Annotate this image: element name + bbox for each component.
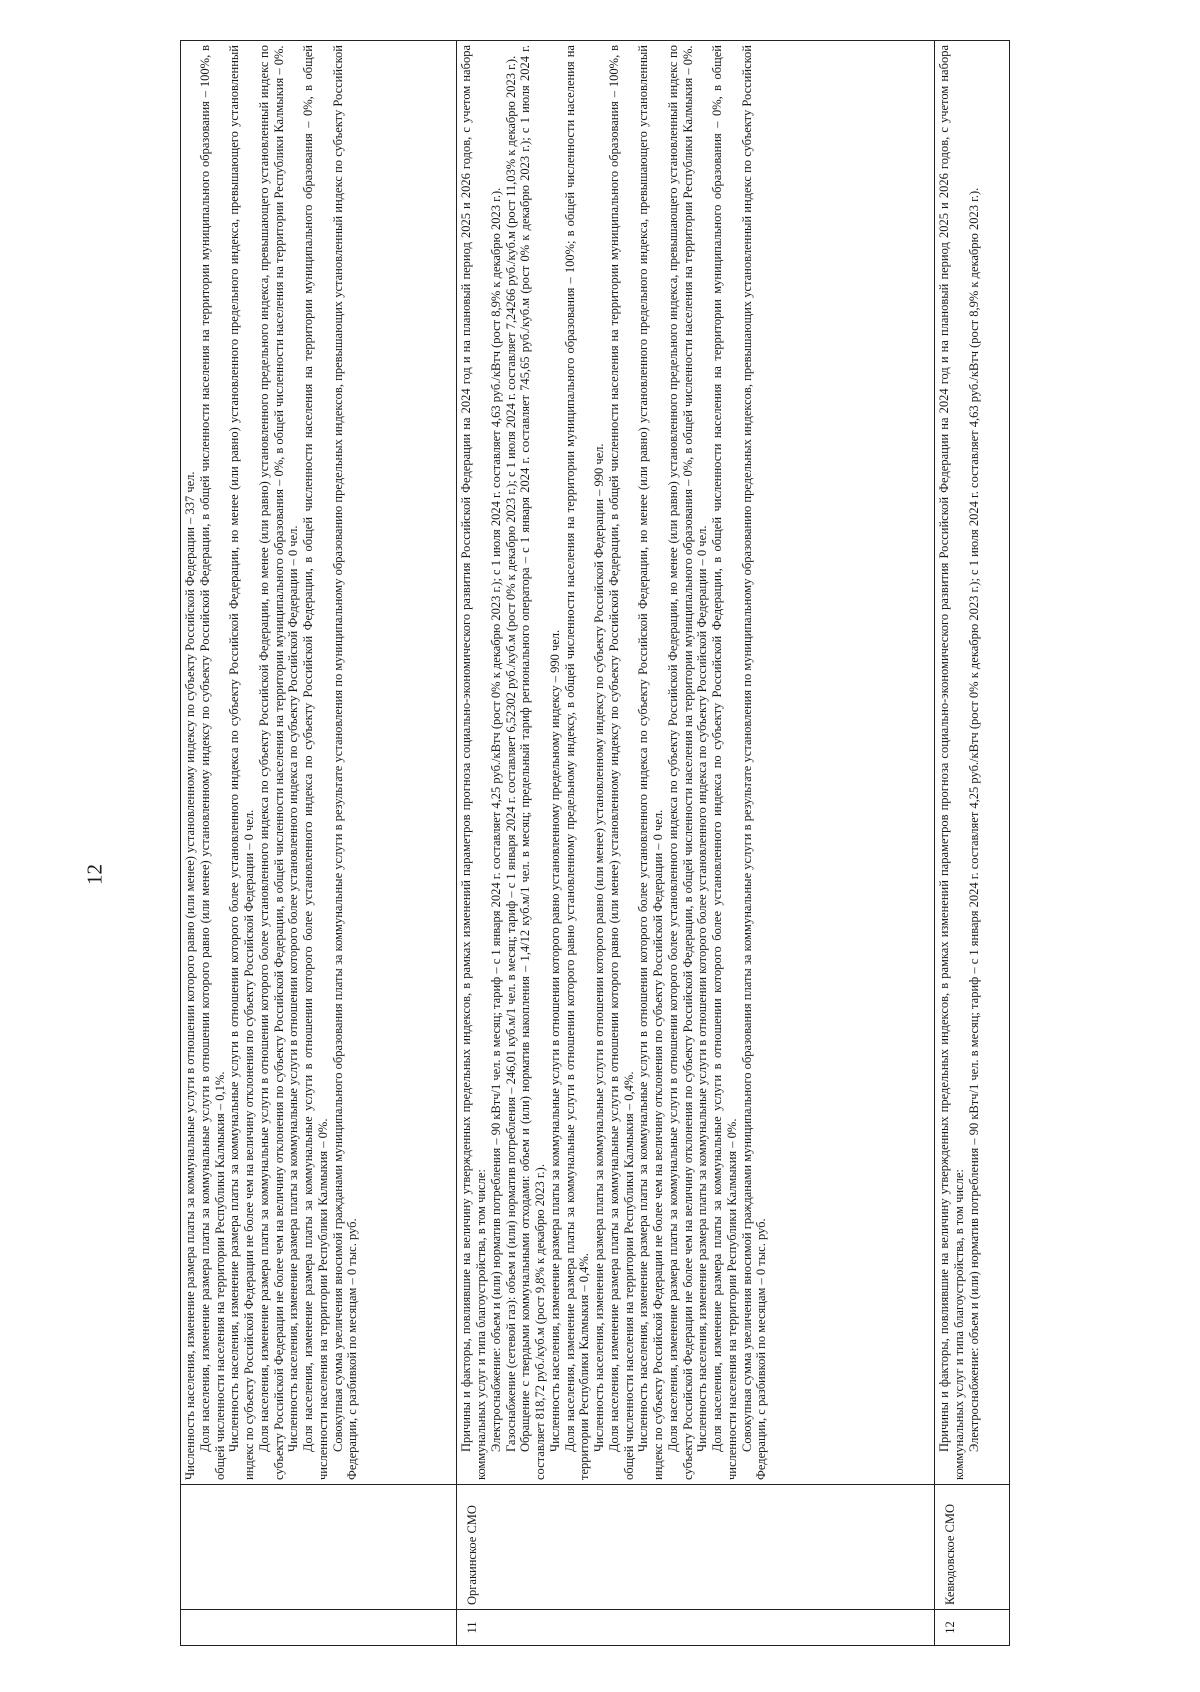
description-cell — [457, 41, 935, 1485]
description-paragraph: Доля населения, изменение размера платы за коммунальные услуги в отношении которого более установленного индекса по субъекту Российской Федерации, в общей численности населения на территории муниципального образования – 0%, в общей численности населения на территории Республики Калмыкия – 0%. — [301, 45, 330, 1480]
description-paragraph: Доля населения, изменение размера платы за коммунальные услуги в отношении которого более установленного индекса по субъекту Российской Федерации, но менее (или равно) установленного предельного индекса, превышающего установленный индекс по субъекту Российской Федерации не более чем на величину отклонения по субъекту Российской Федерации, в общей численности населения на территории муниципального образования – 0%, в общей численности населения на территории Республики Калмыкия – 0%. — [256, 45, 286, 1480]
description-paragraph: Доля населения, изменение размера платы за коммунальные услуги в отношении которого более установленного индекса по субъекту Российской Федерации, в общей численности населения на территории муниципального образования – 0%, в общей численности населения на территории Республики Калмыкия – 0%. — [710, 45, 739, 1480]
municipality-name-cell — [181, 1485, 457, 1610]
description-paragraph: Совокупная сумма увеличения вносимой гражданами муниципального образования платы за коммунальные услуги в результате установления по муниципальному образованию предельных индексов, превышающих установленный индекс по субъекту Российской Федерации, с разбивкой по месяцам – 0 тыс. руб. — [739, 45, 769, 1480]
description-paragraph: Совокупная сумма увеличения вносимой гражданами муниципального образования платы за коммунальные услуги в результате установления по муниципальному образованию предельных индексов, превышающих установленный индекс по субъекту Российской Федерации, с разбивкой по месяцам – 0 тыс. руб. — [330, 45, 360, 1480]
rotated-table-container — [180, 41, 1010, 1646]
description-paragraph: Численность населения, изменение размера платы за коммунальные услуги в отношении которого более установленного индекса по субъекту Российской Федерации, но менее (или равно) установленного предельного индекса, превышающего установленный индекс по субъекту Российской Федерации не более чем на величину отклонения по субъекту Российской Федерации – 0 чел. — [636, 45, 666, 1480]
description-paragraph: Электроснабжение: объем и (или) норматив потребления – 90 кВтч/1 чел. в месяц; тариф – с 1 января 2024 г. составляет 4,25 руб./кВтч (рост 0% к декабрю 2023 г.); с 1 июля 2024 г. составляет 4,63 руб./кВтч (рост 8,9% к декабрю 2023 г.). — [966, 187, 981, 1452]
municipality-name-cell: Кевюдовское СМО — [935, 1485, 1010, 1610]
table-row — [181, 41, 457, 1646]
description-paragraph: Численность населения, изменение размера платы за коммунальные услуги в отношении которого более установленного индекса по субъекту Российской Федерации, но менее (или равно) установленного предельного индекса, превышающего установленный индекс по субъекту Российской Федерации не более чем на величину отклонения по субъекту Российской Федерации – 0 чел. — [227, 45, 256, 1480]
description-paragraph: Численность населения, изменение размера платы за коммунальные услуги в отношении которого равно (или менее) установленному индексу по субъекту Российской Федерации – 337 чел. — [183, 471, 197, 1480]
description-cell — [181, 41, 457, 1485]
description-paragraph: Численность населения, изменение размера платы за коммунальные услуги в отношении которого равно установленному предельному индексу – 990 чел. — [547, 629, 562, 1452]
table-row — [457, 41, 935, 1646]
description-paragraph: Газоснабжение (сетевой газ): объем и (или) норматив потребления – 246,01 куб.м/1 чел. в месяц; тариф – с 1 января 2024 г. составляет 6,52302 руб./куб.м (рост 0% к декабрю 2023 г.); с 1 июля 2024 г. составляет 7,24266 руб./куб.м (рост 11,03% к декабрю 2023 г.). — [503, 55, 518, 1452]
description-paragraph: Причины и факторы, повлиявшие на величину утвержденных предельных индексов, в рамках изменений параметров прогноза социально-экономического развития Российской Федерации на 2024 год и на плановый период 2025 и 2026 годов, с учетом набора коммунальных услуг и типа благоустройства, в том числе: — [937, 45, 966, 1480]
row-number-cell: 11 — [457, 1610, 935, 1646]
description-paragraph: Численность населения, изменение размера платы за коммунальные услуги в отношении которого равно (или менее) установленному индексу по субъекту Российской Федерации – 990 чел. — [592, 443, 607, 1452]
description-paragraph: Обращение с твердыми коммунальными отходами: объем и (или) норматив накопления – 1,4/12 куб.м/1 чел. в месяц; предельный тариф регионального оператора – с 1 января 2024 г. составляет 745,65 руб./куб.м (рост 0% к декабрю 2023 г.); с 1 июля 2024 г. составляет 818,72 руб./куб.м (рост 9,8% к декабрю 2023 г.). — [518, 45, 548, 1480]
table-row — [935, 41, 1010, 1646]
table-body — [181, 41, 1010, 1646]
description-paragraph: Численность населения, изменение размера платы за коммунальные услуги в отношении которого более установленного индекса по субъекту Российской Федерации – 0 чел. — [695, 525, 710, 1452]
description-paragraph: Электроснабжение: объем и (или) норматив потребления – 90 кВтч/1 чел. в месяц; тариф – с 1 января 2024 г. составляет 4,25 руб./кВтч (рост 0% к декабрю 2023 г.); с 1 июля 2024 г. составляет 4,63 руб./кВтч (рост 8,9% к декабрю 2023 г.). — [488, 187, 503, 1452]
description-paragraph: Доля населения, изменение размера платы за коммунальные услуги в отношении которого равно установленному предельному индексу, в общей численности населения на территории муниципального образования – 100%; в общей численности населения на территории Республики Калмыкия – 0,4%. — [562, 45, 592, 1480]
row-number-cell — [181, 1610, 457, 1646]
description-paragraph: Доля населения, изменение размера платы за коммунальные услуги в отношении которого равно (или менее) установленному индексу по субъекту Российской Федерации, в общей численности населения на территории муниципального образования – 100%, в общей численности населения на территории Республики Калмыкия – 0,1%. — [197, 45, 227, 1480]
page-number: 12 — [82, 864, 107, 885]
row-number-cell: 12 — [935, 1610, 1010, 1646]
description-paragraph: Доля населения, изменение размера платы за коммунальные услуги в отношении которого более установленного индекса по субъекту Российской Федерации, но менее (или равно) установленного предельного индекса, превышающего установленный индекс по субъекту Российской Федерации не более чем на величину отклонения по субъекту Российской Федерации, в общей численности населения на территории муниципального образования – 0%, в общей численности населения на территории Республики Калмыкия – 0%. — [665, 45, 695, 1480]
description-paragraph: Причины и факторы, повлиявшие на величину утвержденных предельных индексов, в рамках изменений параметров прогноза социально-экономического развития Российской Федерации на 2024 год и на плановый период 2025 и 2026 годов, с учетом набора коммунальных услуг и типа благоустройства, в том числе: — [459, 45, 489, 1480]
description-paragraph: Доля населения, изменение размера платы за коммунальные услуги в отношении которого равно (или менее) установленному индексу по субъекту Российской Федерации, в общей численности населения на территории муниципального образования – 100%, в общей численности населения на территории Республики Калмыкия – 0,4%. — [606, 45, 636, 1480]
description-paragraph: Численность населения, изменение размера платы за коммунальные услуги в отношении которого более установленного индекса по субъекту Российской Федерации – 0 чел. — [286, 525, 301, 1452]
indices-table — [180, 40, 1010, 1646]
municipality-name-cell: Оргакинское СМО — [457, 1485, 935, 1610]
description-cell — [935, 41, 1010, 1485]
